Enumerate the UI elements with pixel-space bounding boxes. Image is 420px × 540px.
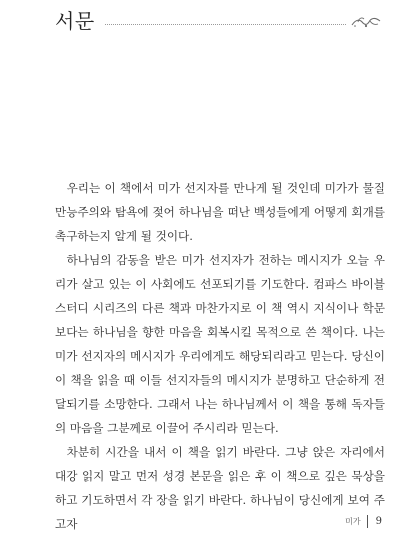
running-footer-title: 미가 [345, 516, 361, 526]
body-text [55, 176, 385, 536]
paragraph: 하나님의 감동을 받은 미가 선지자가 전하는 메시지가 오늘 우리가 살고 있는 이 사회에도 선포되기를 기도한다. 컴파스 바이블 스터디 시리즈의 다른 책과 마찬가지로 이 책 역시 지식이나 학문보다는 하나님을 향한 마음을 회복시킬 목적으로 쓴 책이다. 나는 미가 선지자의 메시지가 우리에게도 해당되리라고 믿는다. 당신이 이 책을 읽을 때 이들 선지자들의 메시지가 분명하고 단순하게 전달되기를 소망한다. 그래서 나는 하나님께서 이 책을 통해 독자들의 마음을 그분께로 이끌어 주시리라 믿는다. [55, 253, 385, 435]
page-number: 9 [375, 515, 382, 527]
section-title: 서문 [55, 9, 95, 33]
flourish-ornament-icon [350, 14, 382, 30]
paragraph: 차분히 시간을 내서 이 책을 읽기 바란다. 그냥 앉은 자리에서 대강 읽지 말고 먼저 성경 본문을 읽은 후 이 책으로 깊은 묵상을 하고 기도하면서 각 장을 읽기 바란다. 하나님이 당신에게 보여 주고자 [55, 445, 385, 531]
footer-separator [367, 515, 368, 528]
paragraph: 우리는 이 책에서 미가 선지자를 만나게 될 것인데 미가가 물질만능주의와 탐욕에 젖어 하나님을 떠난 백성들에게 어떻게 회개를 촉구하는지 알게 될 것이다. [55, 181, 385, 243]
page-header [55, 8, 382, 36]
page-footer [345, 513, 382, 529]
dotted-divider [105, 24, 346, 25]
